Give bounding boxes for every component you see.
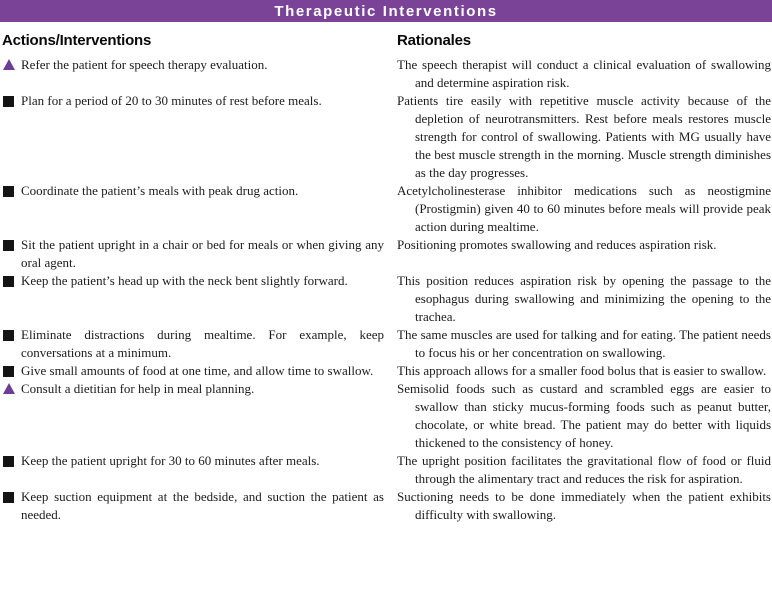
triangle-bullet-icon — [3, 59, 15, 70]
action-text: Consult a dietitian for help in meal planning. — [21, 381, 255, 396]
action-text: Refer the patient for speech therapy evaluation. — [21, 57, 268, 72]
table-title: Therapeutic Interventions — [274, 2, 498, 20]
action-item — [2, 380, 384, 398]
action-text: Keep the patient’s head up with the neck bent slightly forward. — [21, 273, 348, 288]
action-text: Sit the patient upright in a chair or bed for meals or when giving any oral agent. — [21, 237, 384, 270]
action-item — [2, 362, 384, 380]
action-text: Keep the patient upright for 30 to 60 minutes after meals. — [21, 453, 320, 468]
square-bullet-icon — [3, 276, 14, 287]
action-text: Give small amounts of food at one time, and allow time to swallow. — [21, 363, 374, 378]
action-item — [2, 182, 384, 200]
rationale-text: The upright position facilitates the gravitational flow of food or fluid through the alimentary tract and reduces the risk for aspiration. — [397, 453, 771, 486]
interventions-grid — [0, 56, 772, 524]
action-item — [2, 326, 384, 362]
action-text: Keep suction equipment at the bedside, and suction the patient as needed. — [21, 489, 384, 522]
rationale-text: The same muscles are used for talking and for eating. The patient needs to focus his or her concentration on swallowing. — [397, 327, 771, 360]
action-item — [2, 488, 384, 524]
table-header-bar — [0, 0, 772, 22]
triangle-bullet-icon — [3, 383, 15, 394]
action-item — [2, 272, 384, 290]
rationale-text: Acetylcholinesterase inhibitor medications such as neostigmine (Prostigmin) given 40 to 60 minutes before meals will provide peak action during mealtime. — [397, 183, 771, 234]
rationale-text: Suctioning needs to be done immediately when the patient exhibits difficulty with swallowing. — [397, 489, 771, 522]
rationale-text: The speech therapist will conduct a clinical evaluation of swallowing and determine aspiration risk. — [397, 57, 771, 90]
square-bullet-icon — [3, 96, 14, 107]
rationale-text: Semisolid foods such as custard and scrambled eggs are easier to swallow than sticky mucus-forming foods such as peanut butter, chocolate, or white bread. The patient may do better with liquids thickened to the consistency of honey. — [397, 381, 771, 450]
action-text: Coordinate the patient’s meals with peak drug action. — [21, 183, 299, 198]
column-headers — [0, 32, 772, 49]
square-bullet-icon — [3, 240, 14, 251]
rationale-text: Patients tire easily with repetitive muscle activity because of the depletion of neurotransmitters. Rest before meals restores muscle strength for control of swallowing. Patients with MG usually have the best muscle strength in the morning. Muscle strength diminishes as the day progresses. — [397, 93, 771, 180]
rationale-text: This approach allows for a smaller food bolus that is easier to swallow. — [397, 363, 767, 378]
action-item — [2, 236, 384, 272]
rationale-text: Positioning promotes swallowing and reduces aspiration risk. — [397, 237, 717, 252]
column-header-actions: Actions/Interventions — [2, 32, 152, 49]
action-text: Plan for a period of 20 to 30 minutes of rest before meals. — [21, 93, 322, 108]
action-item — [2, 452, 384, 470]
action-text: Eliminate distractions during mealtime. For example, keep conversations at a minimum. — [21, 327, 384, 360]
square-bullet-icon — [3, 492, 14, 503]
square-bullet-icon — [3, 186, 14, 197]
square-bullet-icon — [3, 456, 14, 467]
action-item — [2, 92, 384, 110]
square-bullet-icon — [3, 366, 14, 377]
column-header-rationales: Rationales — [397, 32, 471, 49]
square-bullet-icon — [3, 330, 14, 341]
action-item — [2, 56, 384, 74]
rationale-text: This position reduces aspiration risk by opening the passage to the esophagus during swallowing and minimizing the opening to the trachea. — [397, 273, 771, 324]
